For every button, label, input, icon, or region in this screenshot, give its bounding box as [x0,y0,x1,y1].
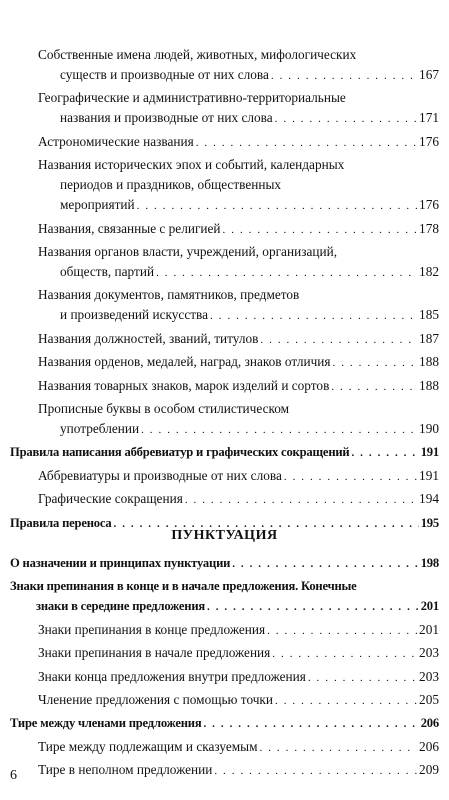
dot-leader [331,377,417,397]
dot-leader [223,220,418,240]
toc-entry-title: обществ, партий [60,264,155,279]
toc-entry[interactable] [10,553,439,574]
toc-page-number: 188 [419,377,439,393]
toc-page-number: 191 [419,467,439,483]
toc-entry[interactable] [38,219,439,240]
toc-page-number: 194 [419,491,439,507]
toc-page-number: 201 [420,599,439,614]
toc-entry-title: Тире в неполном предложении [38,762,213,778]
toc-page-number: 203 [419,668,439,684]
toc-entry-title: Прописные буквы в особом стилистическом [38,401,290,416]
toc-entry-title: Знаки препинания в конце и в начале предложения. Конечные [10,579,357,594]
toc-entry-title: периодов и праздников, общественных [60,177,282,193]
toc-entry[interactable] [38,285,439,326]
toc-entry-title: Названия должностей, званий, титулов [38,330,259,346]
toc-entry-title: Графические сокращения [38,491,183,507]
dot-leader [308,668,417,688]
toc-entry-title: Названия, связанные с религией [38,220,221,236]
toc-entry-title: Тире между подлежащим и сказуемым [38,738,258,754]
dot-leader [275,691,417,711]
dot-leader [284,467,417,487]
toc-entry-title: мероприятий [60,197,135,213]
dot-leader [185,490,417,510]
toc-entry[interactable] [38,352,439,373]
dot-leader [196,133,417,153]
dot-leader [260,330,417,350]
toc-page-number: 195 [420,515,439,530]
toc-entry[interactable] [38,242,439,283]
dot-leader [232,554,419,574]
toc-entry-title: Собственные имена людей, животных, мифологических [38,47,357,62]
toc-page-number: 188 [419,354,439,370]
toc-entry[interactable] [38,399,439,440]
toc-entry[interactable] [38,376,439,397]
toc-entry[interactable] [38,329,439,350]
toc-entry-title: существ и производные от них слова [60,67,269,82]
toc-entry-title: Астрономические названия [38,133,194,149]
dot-leader [203,714,418,734]
toc-entry-title: знаки в середине предложения [36,599,205,614]
toc-entry-title: Названия исторических эпох и событий, календарных [38,157,345,173]
toc-entry[interactable] [38,620,439,641]
toc-entry-title: Знаки препинания в начале предложения [38,645,271,661]
toc-entry-title: Названия орденов, медалей, наград, знаков отличия [38,354,331,370]
dot-leader [333,353,418,373]
toc-entry[interactable] [38,132,439,153]
toc-entry-title: употреблении [60,421,140,436]
toc-entry-title: и произведений искусства [60,307,209,323]
toc-entry-title: Географические и административно-территориальные [38,90,346,106]
toc-page-number: 206 [420,716,439,731]
dot-leader [275,109,417,129]
dot-leader [156,263,417,283]
toc-entry[interactable] [38,45,439,86]
toc-entry-title: названия и производные от них слова [60,110,273,126]
dot-leader [272,644,417,664]
toc-entry[interactable] [10,713,439,734]
section-title-punctuation: ПУНКТУАЦИЯ [171,528,278,543]
toc-entry[interactable] [38,667,439,688]
toc-entry[interactable] [38,466,439,487]
toc-entry-title: Знаки препинания в конце предложения [38,621,266,637]
toc-entry[interactable] [38,489,439,510]
toc-entry[interactable] [38,88,439,129]
toc-page-number: 201 [419,621,439,637]
toc-page-number: 209 [419,762,439,778]
toc-entry[interactable] [38,690,439,711]
toc-entry-title: Тире между членами предложения [10,716,202,731]
toc-page-number: 176 [419,133,439,149]
toc-entry[interactable] [38,737,439,758]
dot-leader [260,738,418,758]
toc-page-number: 178 [419,220,439,236]
dot-leader [351,443,418,463]
dot-leader [271,66,417,86]
dot-leader [267,621,417,641]
toc-entry[interactable] [38,760,439,781]
toc-entry[interactable] [38,155,439,216]
toc-page-number: 182 [419,264,439,279]
toc-page-number: 167 [419,67,439,82]
page-number: 6 [10,768,17,783]
toc-page-number: 176 [419,197,439,213]
toc-entry-title: Названия органов власти, учреждений, организаций, [38,244,338,259]
toc-entry-title: Названия документов, памятников, предметов [38,287,300,303]
toc-entry-title: Аббревиатуры и производные от них слова [38,467,282,483]
toc-page-number: 190 [419,421,439,436]
toc-entry[interactable] [10,442,439,463]
dot-leader [214,761,417,781]
toc-entry-title: Знаки конца предложения внутри предложения [38,668,306,684]
toc-page-number: 203 [419,645,439,661]
dot-leader [210,306,417,326]
toc-page-number: 205 [419,692,439,707]
toc-page-number: 187 [419,330,439,346]
toc-page-number: 191 [420,445,439,460]
toc-page-number: 206 [419,738,439,754]
dot-leader [141,420,417,440]
toc-entry-title: Правила написания аббревиатур и графических сокращений [10,445,350,460]
toc-page-number: 185 [419,307,439,323]
dot-leader [137,196,417,216]
toc-entry-title: Правила переноса [10,515,112,530]
toc-entry[interactable] [10,576,439,617]
dot-leader [207,597,419,617]
toc-page-number: 171 [419,110,439,126]
toc-page-number: 198 [420,556,439,570]
toc-entry-title: Названия товарных знаков, марок изделий и сортов [38,377,330,393]
toc-entry-title: О назначении и принципах пунктуации [10,556,231,570]
toc-entry[interactable] [38,643,439,664]
toc-entry-title: Членение предложения с помощью точки [38,692,274,707]
